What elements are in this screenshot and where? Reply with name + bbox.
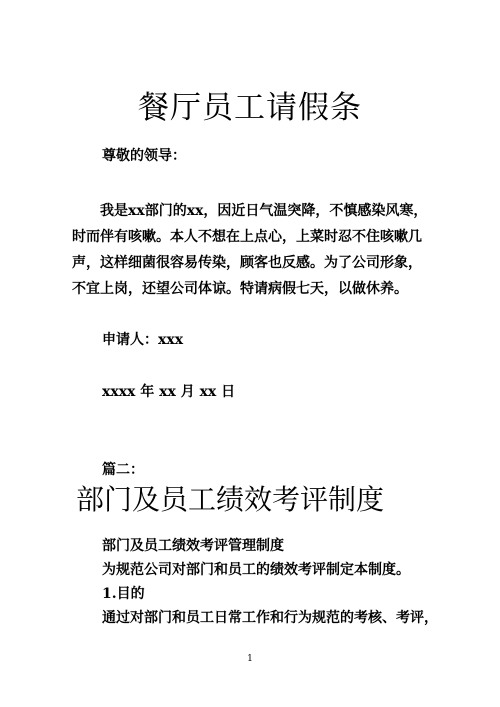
section-label: 篇二： xyxy=(102,462,144,478)
leave-note-body xyxy=(72,198,432,302)
date-line: xxxx 年 xx 月 xx 日 xyxy=(102,384,236,400)
section-line-4: 通过对部门和员工日常工作和行为规范的考核、考评， xyxy=(102,610,438,626)
section-line-1: 部门及员工绩效考评管理制度 xyxy=(102,538,284,554)
section-line-3: 1.目的 xyxy=(102,586,145,602)
greeting: 尊敬的领导： xyxy=(102,148,186,164)
section-line-2: 为规范公司对部门和员工的绩效考评制定本制度。 xyxy=(102,562,410,578)
body-paragraph: 我是xx部门的xx，因近日气温突降，不慎感染风寒，时而伴有咳嗽。本人不想在上点心，上菜时忍不住咳嗽几声，这样细菌很容易传染，顾客也反感。为了公司形象，不宜上岗，还望公司体谅。特请病假七天，以做休养。 xyxy=(72,203,428,297)
applicant-line: 申请人：xxx xyxy=(102,332,184,348)
section-title: 部门及员工绩效考评制度 xyxy=(76,483,385,516)
page-number: 1 xyxy=(247,654,253,664)
leave-note-title: 餐厅员工请假条 xyxy=(138,90,362,126)
